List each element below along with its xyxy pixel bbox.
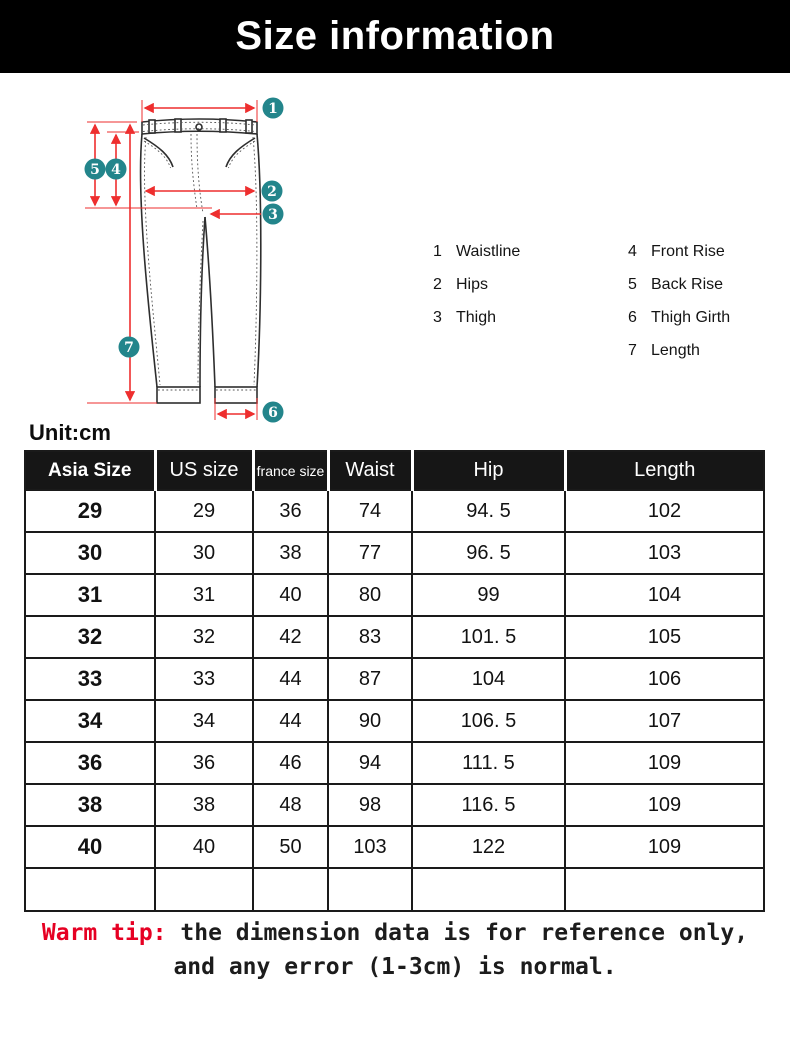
table-cell: 74 (328, 490, 412, 532)
table-cell: 44 (253, 658, 328, 700)
svg-text:5: 5 (90, 161, 100, 178)
legend-item-back-rise: 5 Back Rise (628, 276, 724, 293)
table-cell: 40 (253, 574, 328, 616)
table-cell (328, 868, 412, 911)
column-header-waist: Waist (328, 451, 412, 490)
table-cell: 87 (328, 658, 412, 700)
svg-text:3: 3 (268, 206, 278, 223)
table-cell: 40 (25, 826, 155, 868)
table-row (25, 700, 764, 742)
table-cell: 31 (25, 574, 155, 616)
table-row (25, 490, 764, 532)
size-table (24, 450, 765, 912)
table-cell: 103 (328, 826, 412, 868)
table-cell: 40 (155, 826, 253, 868)
table-cell: 101. 5 (412, 616, 565, 658)
table-row (25, 742, 764, 784)
table-row (25, 532, 764, 574)
unit-label: Unit:cm (29, 420, 111, 445)
table-cell: 38 (25, 784, 155, 826)
legend-item-waistline: 1 Waistline (433, 243, 521, 260)
svg-text:6: 6 (268, 404, 278, 421)
size-table-header-row (25, 451, 764, 490)
table-cell: 33 (155, 658, 253, 700)
table-cell: 94 (328, 742, 412, 784)
measurement-legend-col-1 (433, 243, 520, 342)
table-cell: 105 (565, 616, 764, 658)
table-cell: 109 (565, 742, 764, 784)
warm-tip-line1 (0, 916, 790, 950)
table-cell: 96. 5 (412, 532, 565, 574)
table-cell: 42 (253, 616, 328, 658)
column-header-asia-size: Asia Size (25, 451, 155, 490)
warm-tip-text: the dimension data is for reference only, (180, 920, 749, 946)
table-cell: 122 (412, 826, 565, 868)
table-cell: 109 (565, 784, 764, 826)
column-header-length: Length (565, 451, 764, 490)
table-row (25, 574, 764, 616)
legend-item-thigh: 3 Thigh (433, 309, 497, 326)
table-row (25, 658, 764, 700)
table-row (25, 868, 764, 911)
table-cell: 30 (155, 532, 253, 574)
table-cell: 50 (253, 826, 328, 868)
table-cell: 44 (253, 700, 328, 742)
legend-item-front-rise: 4 Front Rise (628, 243, 725, 260)
table-cell: 33 (25, 658, 155, 700)
title-bar (0, 0, 790, 73)
column-header-hip: Hip (412, 451, 565, 490)
table-cell: 104 (412, 658, 565, 700)
column-header-us-size: US size (155, 451, 253, 490)
legend-item-length: 7 Length (628, 342, 700, 359)
table-cell: 32 (155, 616, 253, 658)
table-cell: 94. 5 (412, 490, 565, 532)
table-cell: 111. 5 (412, 742, 565, 784)
table-cell: 31 (155, 574, 253, 616)
table-cell: 106 (565, 658, 764, 700)
table-cell: 83 (328, 616, 412, 658)
badge-5 (85, 159, 106, 180)
table-cell: 107 (565, 700, 764, 742)
table-cell: 90 (328, 700, 412, 742)
table-cell: 29 (155, 490, 253, 532)
table-cell: 77 (328, 532, 412, 574)
badge-4 (106, 159, 127, 180)
table-cell: 99 (412, 574, 565, 616)
table-row (25, 784, 764, 826)
table-cell: 32 (25, 616, 155, 658)
table-cell: 109 (565, 826, 764, 868)
warm-tip-prefix: Warm tip: (41, 920, 167, 946)
svg-text:2: 2 (267, 183, 277, 200)
table-cell: 103 (565, 532, 764, 574)
badge-7 (119, 337, 140, 358)
warm-tip (0, 916, 790, 984)
table-cell (155, 868, 253, 911)
table-cell (565, 868, 764, 911)
table-cell: 36 (155, 742, 253, 784)
table-row (25, 826, 764, 868)
table-cell: 102 (565, 490, 764, 532)
table-cell: 48 (253, 784, 328, 826)
column-header-france-size: france size (253, 451, 328, 490)
table-cell: 106. 5 (412, 700, 565, 742)
table-cell: 104 (565, 574, 764, 616)
svg-text:1: 1 (268, 100, 278, 117)
pants-drawing (141, 119, 261, 403)
page-title: Size information (235, 14, 555, 58)
table-cell (253, 868, 328, 911)
table-cell (412, 868, 565, 911)
table-cell: 34 (25, 700, 155, 742)
table-cell: 46 (253, 742, 328, 784)
table-cell: 38 (155, 784, 253, 826)
table-cell: 36 (25, 742, 155, 784)
legend-item-hips: 2 Hips (433, 276, 489, 293)
table-cell: 80 (328, 574, 412, 616)
table-cell: 30 (25, 532, 155, 574)
svg-text:4: 4 (111, 161, 121, 178)
measurement-legend-col-2 (628, 243, 730, 375)
warm-tip-line2: and any error (1-3cm) is normal. (173, 954, 617, 980)
legend-item-thigh-girth: 6 Thigh Girth (628, 309, 731, 326)
table-row (25, 616, 764, 658)
badge-6 (263, 402, 284, 423)
badge-1 (263, 98, 284, 119)
table-cell: 29 (25, 490, 155, 532)
table-cell: 98 (328, 784, 412, 826)
table-cell: 36 (253, 490, 328, 532)
table-cell (25, 868, 155, 911)
svg-text:7: 7 (124, 339, 134, 356)
badge-2 (262, 181, 283, 202)
badge-3 (263, 204, 284, 225)
table-cell: 38 (253, 532, 328, 574)
table-cell: 116. 5 (412, 784, 565, 826)
table-cell: 34 (155, 700, 253, 742)
pants-measurement-diagram (77, 85, 305, 433)
